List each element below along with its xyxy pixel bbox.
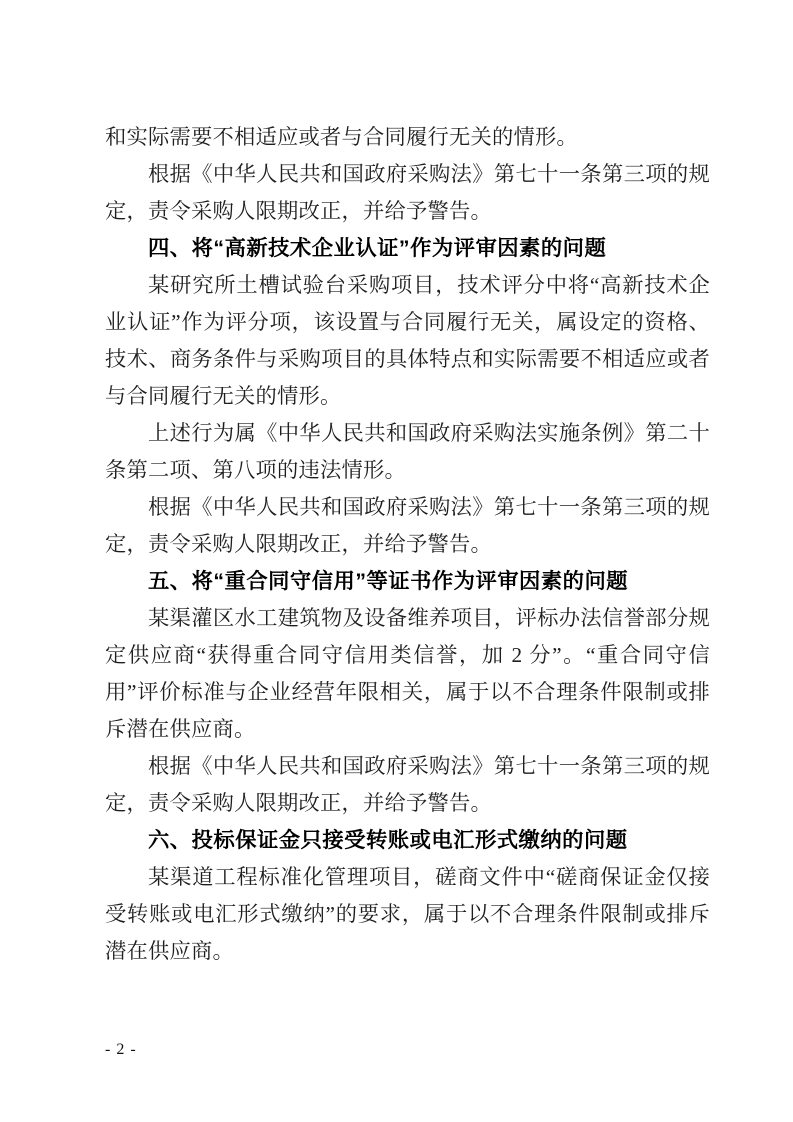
body-line: 条第二项、第八项的违法情形。 — [105, 458, 406, 482]
body-line: 某渠道工程标准化管理项目，磋商文件中“磋商保证金仅接 — [148, 865, 710, 889]
body-line: 定，责令采购人限期改正，并给予警告。 — [105, 791, 492, 815]
body-line: 某研究所土槽试验台采购项目，技术评分中将“高新技术企 — [148, 273, 710, 297]
body-line: 定供应商“获得重合同守信用类信誉，加 2 分”。“重合同守信 — [105, 643, 710, 667]
body-line: 受转账或电汇形式缴纳”的要求，属于以不合理条件限制或排斥 — [105, 902, 710, 926]
body-line: 根据《中华人民共和国政府采购法》第七十一条第三项的规 — [148, 495, 710, 519]
body-line: 定，责令采购人限期改正，并给予警告。 — [105, 199, 492, 223]
page-number: - 2 - — [105, 1041, 137, 1058]
body-line: 上述行为属《中华人民共和国政府采购法实施条例》第二十 — [148, 421, 710, 445]
section-5-heading: 五、将“重合同守信用”等证书作为评审因素的问题 — [148, 569, 629, 593]
body-line: 与合同履行无关的情形。 — [105, 384, 342, 408]
body-line: 根据《中华人民共和国政府采购法》第七十一条第三项的规 — [148, 162, 710, 186]
body-line: 和实际需要不相适应或者与合同履行无关的情形。 — [105, 125, 578, 149]
document-body — [105, 119, 710, 970]
body-line: 定，责令采购人限期改正，并给予警告。 — [105, 532, 492, 556]
body-line: 业认证”作为评分项，该设置与合同履行无关，属设定的资格、 — [105, 310, 710, 334]
body-line: 技术、商务条件与采购项目的具体特点和实际需要不相适应或者 — [105, 347, 710, 371]
body-line: 潜在供应商。 — [105, 939, 234, 963]
section-6-heading: 六、投标保证金只接受转账或电汇形式缴纳的问题 — [148, 828, 628, 852]
body-line: 斥潜在供应商。 — [105, 717, 256, 741]
body-line: 根据《中华人民共和国政府采购法》第七十一条第三项的规 — [148, 754, 710, 778]
body-line: 某渠灌区水工建筑物及设备维养项目，评标办法信誉部分规 — [148, 606, 710, 630]
body-line: 用”评价标准与企业经营年限相关，属于以不合理条件限制或排 — [105, 680, 710, 704]
section-4-heading: 四、将“高新技术企业认证”作为评审因素的问题 — [148, 236, 607, 260]
